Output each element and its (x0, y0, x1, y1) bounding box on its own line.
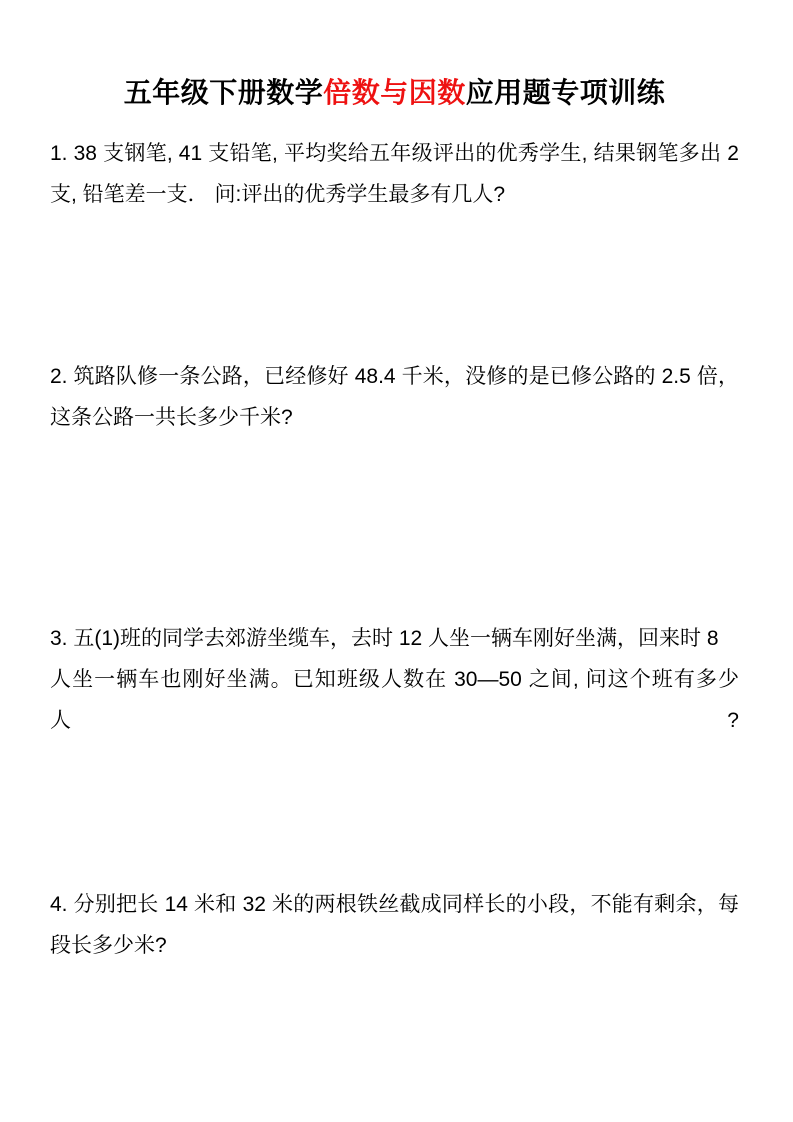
problem-2 (50, 356, 739, 438)
problem-3-line-1: 3. 五(1)班的同学去郊游坐缆车，去时 12 人坐一辆车刚好坐满，回来时 8 (50, 627, 719, 650)
problem-1-line-2: 支, 铅笔差一支． 问:评出的优秀学生最多有几人? (50, 183, 506, 206)
problem-4 (50, 884, 739, 966)
worksheet-title (50, 74, 739, 112)
title-suffix: 应用题专项训练 (465, 77, 666, 108)
problem-3 (50, 618, 739, 741)
problem-1 (50, 133, 739, 215)
problem-2-line-2: 这条公路一共长多少千米? (50, 406, 293, 429)
problem-4-line-1: 4. 分别把长 14 米和 32 米的两根铁丝截成同样长的小段，不能有剩余，每 (50, 893, 739, 916)
problem-1-line-1: 1. 38 支钢笔, 41 支铅笔, 平均奖给五年级评出的优秀学生, 结果钢笔多出 2 (50, 142, 739, 165)
problem-4-line-2: 段长多少米? (50, 934, 167, 957)
problem-3-line-2: 人坐一辆车也刚好坐满。已知班级人数在 30—50 之间, 问这个班有多少人? (50, 668, 739, 732)
title-highlight: 倍数与因数 (323, 77, 466, 108)
title-prefix: 五年级下册数学 (123, 77, 324, 108)
problem-2-line-1: 2. 筑路队修一条公路，已经修好 48.4 千米，没修的是已修公路的 2.5 倍， (50, 365, 739, 388)
